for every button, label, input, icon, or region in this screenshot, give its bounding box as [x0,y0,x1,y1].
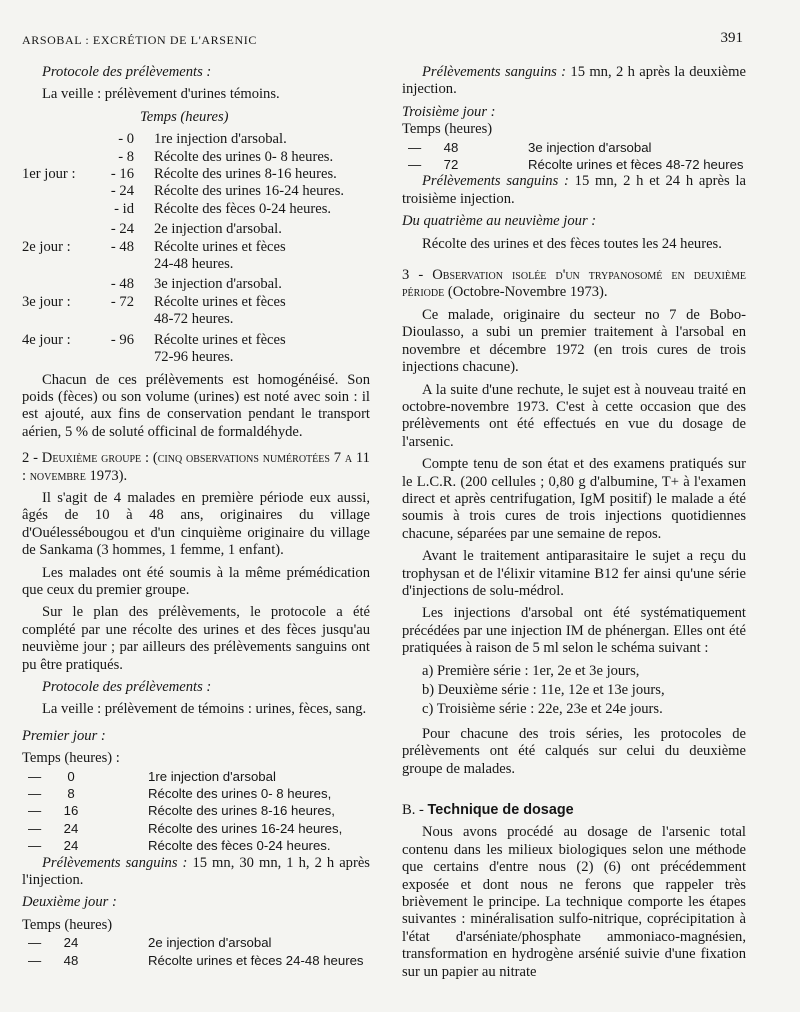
schedule-time [98,349,154,366]
schedule-day [22,131,98,148]
schedule-text: 1re injection d'arsobal. [154,131,287,148]
schedule-row [22,294,370,311]
schedule-day: 4e jour : [22,331,71,348]
schedule-time: - id [114,200,134,217]
schedule-row [22,166,370,183]
schedule-row [22,276,370,293]
protocol-title-2: Protocole des prélèvements : [42,679,212,695]
day4-9-title: Du quatrième au neuvième jour : [402,213,597,230]
day2-table [22,934,370,969]
schedule-time: - 48 [110,238,134,255]
schedule-row [22,311,370,328]
series-item: b) Deuxième série : 11e, 12e et 13e jours, [422,682,665,698]
day1-text: Récolte des fèces 0-24 heures. [148,838,331,854]
day1-dash: — [28,820,42,836]
day1-time: 24 [63,820,79,836]
schedule-day [22,201,98,218]
day1-row [22,768,370,785]
schedule-time: - 24 [110,183,134,200]
schedule-day [22,149,98,166]
schedule-day [22,221,98,238]
schedule-time: - 96 [110,331,134,348]
day1-time: 16 [63,803,79,819]
day3-row [402,156,746,173]
day2-title: Deuxième jour : [22,894,117,911]
schedule-row [22,332,370,349]
obs3-title: 3 - Observation isolée d'un trypanosomé en deuxième période (Octobre-Novembre 1973). [402,267,746,301]
section-b-heading: B. - Technique de dosage [402,802,574,819]
schedule-day [22,183,98,200]
day3-title: Troisième jour : [402,103,496,120]
technique-paragraph: Nous avons procédé au dosage de l'arsenic total contenu dans les milieux biologiques selon une méthode que certains d'entre nous (2) (6) ont précédemment exposée et dont nous ne ferons que rappeler très brièvement le principe. La technique comporte les étapes suivantes : minéralisation sulfo-nitrique, coprécipitation à l'état d'arséniate/phosphate ammoniaco-magnésien, transformation en hydrogène arsénié suivie d'une fixation sur un papier au nitrate [402,824,746,980]
day3-text: Récolte urines et fèces 48-72 heures [528,157,744,173]
page-number: 391 [720,30,743,46]
schedule-day [22,349,98,366]
schedule-row [22,149,370,166]
schedule-time [98,311,154,328]
obs3-paragraph-4: Avant le traitement antiparasitaire le sujet a reçu du trophysan et de l'élixir vitamine B12 fer ainsi qu'une série d'injections de solu-médrol. [402,548,746,599]
day3-time: 48 [443,139,459,155]
schedule-text: Récolte des urines 16-24 heures. [154,183,345,200]
day1-text: Récolte des urines 8-16 heures, [148,803,335,819]
day3-table [402,139,746,174]
schedule-day [22,276,98,293]
day1-dash: — [28,768,42,784]
schedule-row [22,183,370,200]
day1-table [22,768,370,855]
day1-row [22,785,370,802]
day2-dash: — [28,935,42,951]
homogenization-paragraph: Chacun de ces prélèvements est homogénéisé. Son poids (fèces) ou son volume (urines) est noté avec soin : il est ajouté, aux fins de conservation pendant le transport aérien, 5 % de soluté officinal de formaldéhyde. [22,371,370,440]
time-label-2: Temps (heures) [22,916,113,933]
day1-text: Récolte des urines 0- 8 heures, [148,786,332,802]
schedule-day: 1er jour : [22,166,76,183]
schedule-text: 72-96 heures. [154,349,234,366]
obs3-paragraph-3: Compte tenu de son état et des examens pratiqués sur le L.C.R. (200 cellules ; 0,80 g d'albumine, T+ à l'examen direct et après centrifugation, IgM positif) le malade a été soumis à trois cures de trois injections quotidiennes chacune, séparées par une semaine de repos. [402,456,746,542]
schedule-time: - 48 [110,276,134,293]
schedule-text: Récolte urines et fèces [154,331,286,348]
schedule-day [22,311,98,328]
day2-row [22,934,370,951]
schedule-row [22,131,370,148]
day1-dash: — [28,838,42,854]
schedule-text: 48-72 heures. [154,311,234,328]
schedule-time [98,256,154,273]
schedule-text: Récolte des fèces 0-24 heures. [154,200,332,217]
day1-time: 24 [63,838,79,854]
schedule-day: 3e jour : [22,293,71,310]
group2-paragraph-3: Sur le plan des prélèvements, le protocole a été complété par une récolte des urines et des fèces jusqu'au neuvième jour ; par ailleurs des prélèvements sanguins ont pu être pratiqués. [22,604,370,673]
day3-row [402,139,746,156]
series-item: c) Troisième série : 22e, 23e et 24e jours. [422,701,663,718]
group2-paragraph-1: Il s'agit de 4 malades en première période eux aussi, âgés de 10 à 48 ans, originaires du village d'Ouélessébougou et d'un cinquième originaire du village de Sankama (3 hommes, 1 femme, 1 enfant). [22,489,370,559]
protocol-title: Protocole des prélèvements : [42,64,212,80]
running-title: ARSOBAL : EXCRÉTION DE L'ARSENIC [22,33,257,47]
day4-9-text: Récolte des urines et des fèces toutes les 24 heures. [422,235,722,252]
obs3-paragraph-5: Les injections d'arsobal ont été systématiquement précédées par une injection IM de phénergan. Elles ont été pratiquées à raison de 5 ml selon le schéma suivant : [402,605,746,657]
day3-time: 72 [443,157,459,173]
eve-line-2: La veille : prélèvement de témoins : urines, fèces, sang. [42,701,367,718]
day1-time: 0 [67,768,75,784]
schedule-text: Récolte des urines 8-16 heures. [154,166,337,183]
right-column [402,64,746,981]
day1-row [22,802,370,819]
day2-dash: — [28,952,42,968]
day1-dash: — [28,803,42,819]
day3-text: 3e injection d'arsobal [528,139,652,155]
schedule-row [22,349,370,366]
series-item: a) Première série : 1er, 2e et 3e jours, [422,662,640,679]
eve-line: La veille : prélèvement d'urines témoins. [42,86,280,103]
schedule-row [22,256,370,273]
day2-row [22,952,370,969]
schedule-text: Récolte des urines 0- 8 heures. [154,148,334,165]
blood3-line: Prélèvements sanguins : 15 mn, 2 h et 24 h après la troisième injection. [402,173,746,207]
day1-dash: — [28,786,42,802]
blood2-line: Prélèvements sanguins : 15 mn, 2 h après la deuxième injection. [402,64,746,98]
day1-time: 8 [67,786,75,802]
day2-text: 2e injection d'arsobal [148,935,272,951]
schedule-time: - 16 [110,166,134,183]
schedule-text: 2e injection d'arsobal. [154,221,282,238]
schedule-text: Récolte urines et fèces [154,293,286,310]
day1-row [22,837,370,854]
day2-time: 24 [63,935,79,951]
schedule-time: - 8 [118,148,134,165]
day1-title: Premier jour : [22,727,106,744]
schedule-time: - 24 [110,221,134,238]
obs3-paragraph-1: Ce malade, originaire du secteur no 7 de Bobo-Dioulasso, a subi un premier traitement à l'arsobal en novembre et décembre 1972 (en trois cures de trois injections chacune). [402,306,746,376]
time-heading: Temps (heures) [140,108,229,125]
schedule-text: 24-48 heures. [154,256,234,273]
time-label: Temps (heures) : [22,750,120,767]
series-list [402,663,746,719]
day2-text: Récolte urines et fèces 24-48 heures [148,952,364,968]
group2-paragraph-2: Les malades ont été soumis à la même prémédication que ceux du premier groupe. [22,564,370,598]
obs3-paragraph-2: A la suite d'une rechute, le sujet est à nouveau traité en octobre-novembre 1973. C'est à cette occasion que des prélèvements ont été effectués en vue du dosage de l'arsenic. [402,381,746,450]
group2-title: 2 - Deuxième groupe : (cinq observations numérotées 7 a 11 : novembre 1973). [22,450,370,484]
blood1-line: Prélèvements sanguins : 15 mn, 30 mn, 1 h, 2 h après l'injection. [22,854,370,889]
left-column [22,64,370,969]
obs3-paragraph-6: Pour chacune des trois séries, les protocoles de prélèvements ont été calqués sur celui du deuxième groupe de malades. [402,725,746,777]
schedule-time: - 0 [118,131,134,148]
schedule-text: 3e injection d'arsobal. [154,276,282,293]
schedule-table [22,131,370,366]
schedule-row [22,221,370,238]
schedule-time: - 72 [110,293,134,310]
day2-time: 48 [63,952,79,968]
schedule-day: 2e jour : [22,238,71,255]
schedule-text: Récolte urines et fèces [154,238,286,255]
day3-dash: — [408,157,422,173]
schedule-row [22,239,370,256]
schedule-row [22,201,370,218]
day3-dash: — [408,139,422,155]
time-label-3: Temps (heures) [402,121,493,138]
schedule-day [22,256,98,273]
day1-text: Récolte des urines 16-24 heures, [148,820,343,836]
day1-text: 1re injection d'arsobal [148,768,276,784]
day1-row [22,820,370,837]
